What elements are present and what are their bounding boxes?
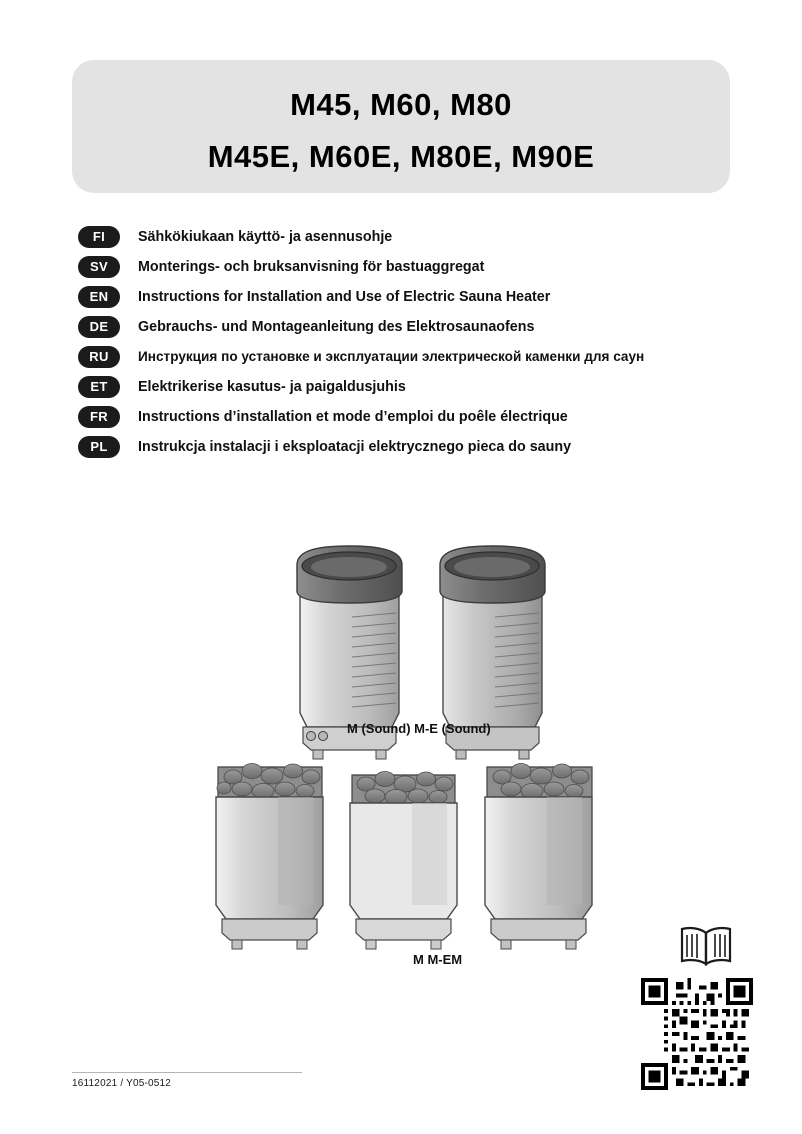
language-label-sv: Monterings- och bruksanvisning för bastuaggregat	[138, 258, 485, 275]
heater-m-em-right	[485, 764, 592, 950]
language-badge-et: ET	[78, 376, 120, 398]
language-label-et: Elektrikerise kasutus- ja paigaldusjuhis	[138, 378, 406, 395]
language-badge-pl: PL	[78, 436, 120, 458]
language-row-en	[78, 282, 778, 311]
heater-m-center	[350, 772, 457, 950]
language-badge-ru: RU	[78, 346, 120, 368]
language-badge-fr: FR	[78, 406, 120, 428]
language-label-de: Gebrauchs- und Montageanleitung des Elektrosaunaofens	[138, 318, 535, 335]
language-label-ru: Инструкция по установке и эксплуатации электрической каменки для саун	[138, 349, 645, 364]
product-illustrations	[0, 505, 802, 985]
heater-m-left	[216, 764, 323, 950]
language-row-ru	[78, 342, 778, 371]
footer	[72, 1072, 472, 1089]
page-title-line-2: M45E, M60E, M80E, M90E	[207, 139, 595, 174]
footer-document-code: 16112021 / Y05-0512	[72, 1078, 172, 1089]
language-list	[78, 222, 778, 462]
footer-divider	[72, 1072, 302, 1073]
language-row-de	[78, 312, 778, 341]
language-badge-sv: SV	[78, 256, 120, 278]
language-row-fr	[78, 402, 778, 431]
manual-booklet-icon	[676, 925, 736, 967]
qr-code[interactable]	[641, 978, 753, 1090]
language-label-en: Instructions for Installation and Use of Electric Sauna Heater	[138, 288, 551, 305]
language-row-fi	[78, 222, 778, 251]
language-badge-de: DE	[78, 316, 120, 338]
page-title-line-1: M45, M60, M80	[290, 87, 512, 122]
caption-bottom-models: M M-EM	[413, 952, 463, 967]
language-label-fi: Sähkökiukaan käyttö- ja asennusohje	[138, 228, 393, 245]
language-row-pl	[78, 432, 778, 461]
title-box	[72, 60, 730, 193]
language-label-pl: Instrukcja instalacji i eksploatacji elektrycznego pieca do sauny	[138, 438, 572, 455]
language-row-et	[78, 372, 778, 401]
language-label-fr: Instructions d’installation et mode d’emploi du poêle électrique	[138, 408, 568, 425]
language-badge-fi: FI	[78, 226, 120, 248]
caption-top-models: M (Sound) M-E (Sound)	[347, 721, 491, 736]
language-badge-en: EN	[78, 286, 120, 308]
language-row-sv	[78, 252, 778, 281]
